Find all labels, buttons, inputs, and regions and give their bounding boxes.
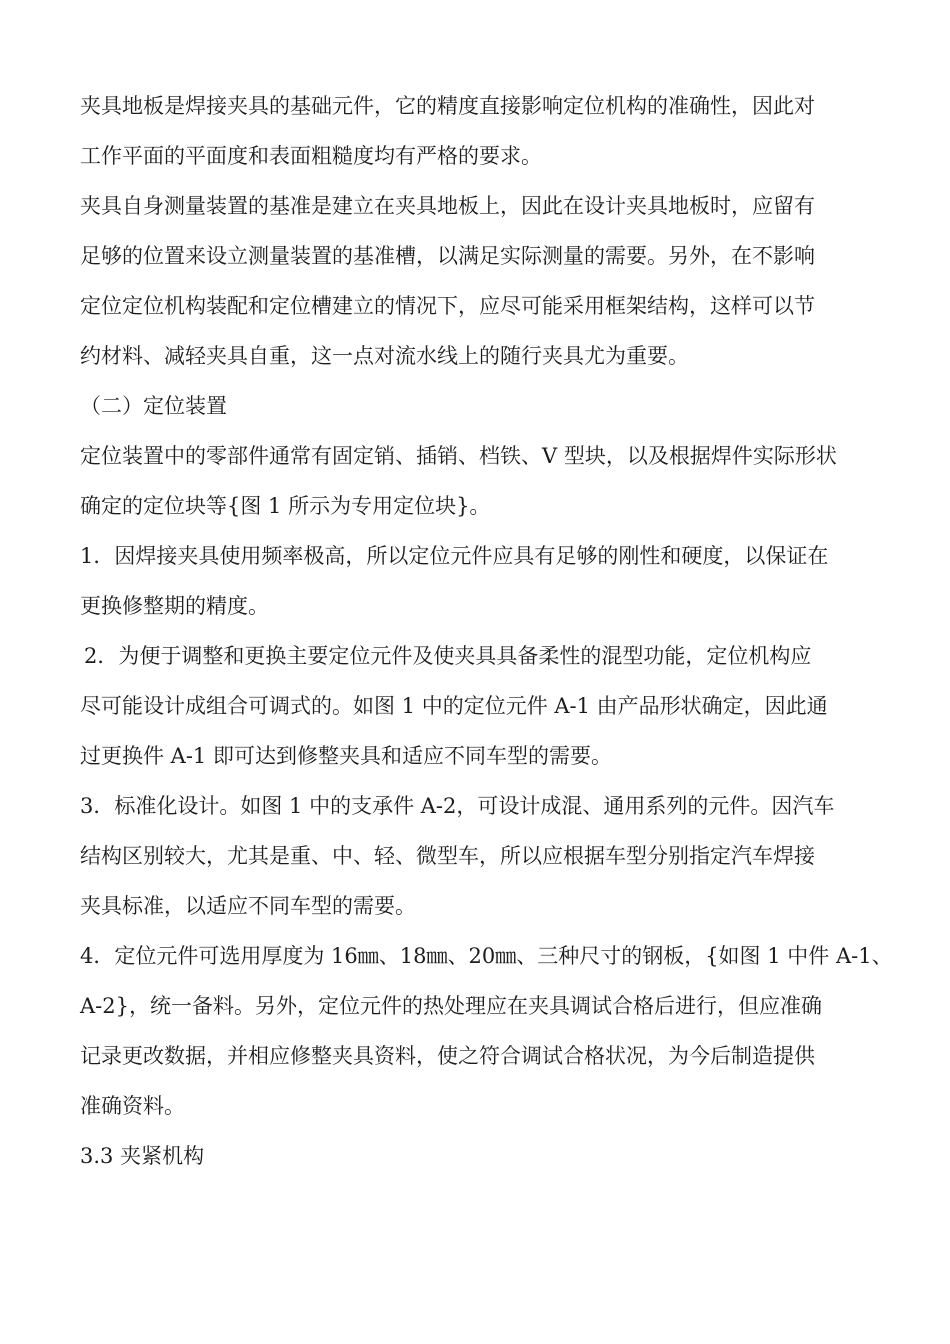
text-line: 定位定位机构装配和定位槽建立的情况下，应尽可能采用框架结构，这样可以节 [80, 294, 815, 318]
text-line: 工作平面的平面度和表面粗糙度均有严格的要求。 [80, 144, 542, 168]
text-line: 结构区别较大，尤其是重、中、轻、微型车，所以应根据车型分别指定汽车焊接 [80, 844, 815, 868]
text-line: 1．因焊接夹具使用频率极高，所以定位元件应具有足够的刚性和硬度，以保证在 [80, 544, 829, 568]
section-heading: 3.3 夹紧机构 [80, 1144, 205, 1168]
text-line: 过更换件 A-1 即可达到修整夹具和适应不同车型的需要。 [80, 744, 612, 768]
text-line: A-2}，统一备料。另外，定位元件的热处理应在夹具调试合格后进行，但应准确 [80, 994, 822, 1018]
text-line: 准确资料。 [80, 1094, 185, 1118]
text-line: 2．为便于调整和更换主要定位元件及使夹具具备柔性的混型功能，定位机构应 [84, 644, 812, 668]
text-line: 约材料、减轻夹具自重，这一点对流水线上的随行夹具尤为重要。 [80, 344, 689, 368]
text-line: 夹具标准，以适应不同车型的需要。 [80, 894, 416, 918]
text-line: 更换修整期的精度。 [80, 594, 269, 618]
text-line: 确定的定位块等{图 1 所示为专用定位块}。 [80, 494, 491, 518]
text-line: 夹具自身测量装置的基准是建立在夹具地板上，因此在设计夹具地板时，应留有 [80, 194, 815, 218]
text-line: 尽可能设计成组合可调式的。如图 1 中的定位元件 A-1 由产品形状确定，因此通 [80, 694, 828, 718]
text-line: 足够的位置来设立测量装置的基准槽，以满足实际测量的需要。另外，在不影响 [80, 244, 815, 268]
text-line: 3．标准化设计。如图 1 中的支承件 A-2，可设计成混、通用系列的元件。因汽车 [80, 794, 835, 818]
text-line: 4．定位元件可选用厚度为 16㎜、18㎜、20㎜、三种尺寸的钢板，{如图 1 中件 A-1、 [80, 944, 893, 968]
text-line: 夹具地板是焊接夹具的基础元件，它的精度直接影响定位机构的准确性，因此对 [80, 94, 815, 118]
text-line: 记录更改数据，并相应修整夹具资料，使之符合调试合格状况，为今后制造提供 [80, 1044, 815, 1068]
text-line: 定位装置中的零部件通常有固定销、插销、档铁、V 型块，以及根据焊件实际形状 [80, 444, 837, 468]
section-heading: （二）定位装置 [80, 394, 227, 418]
